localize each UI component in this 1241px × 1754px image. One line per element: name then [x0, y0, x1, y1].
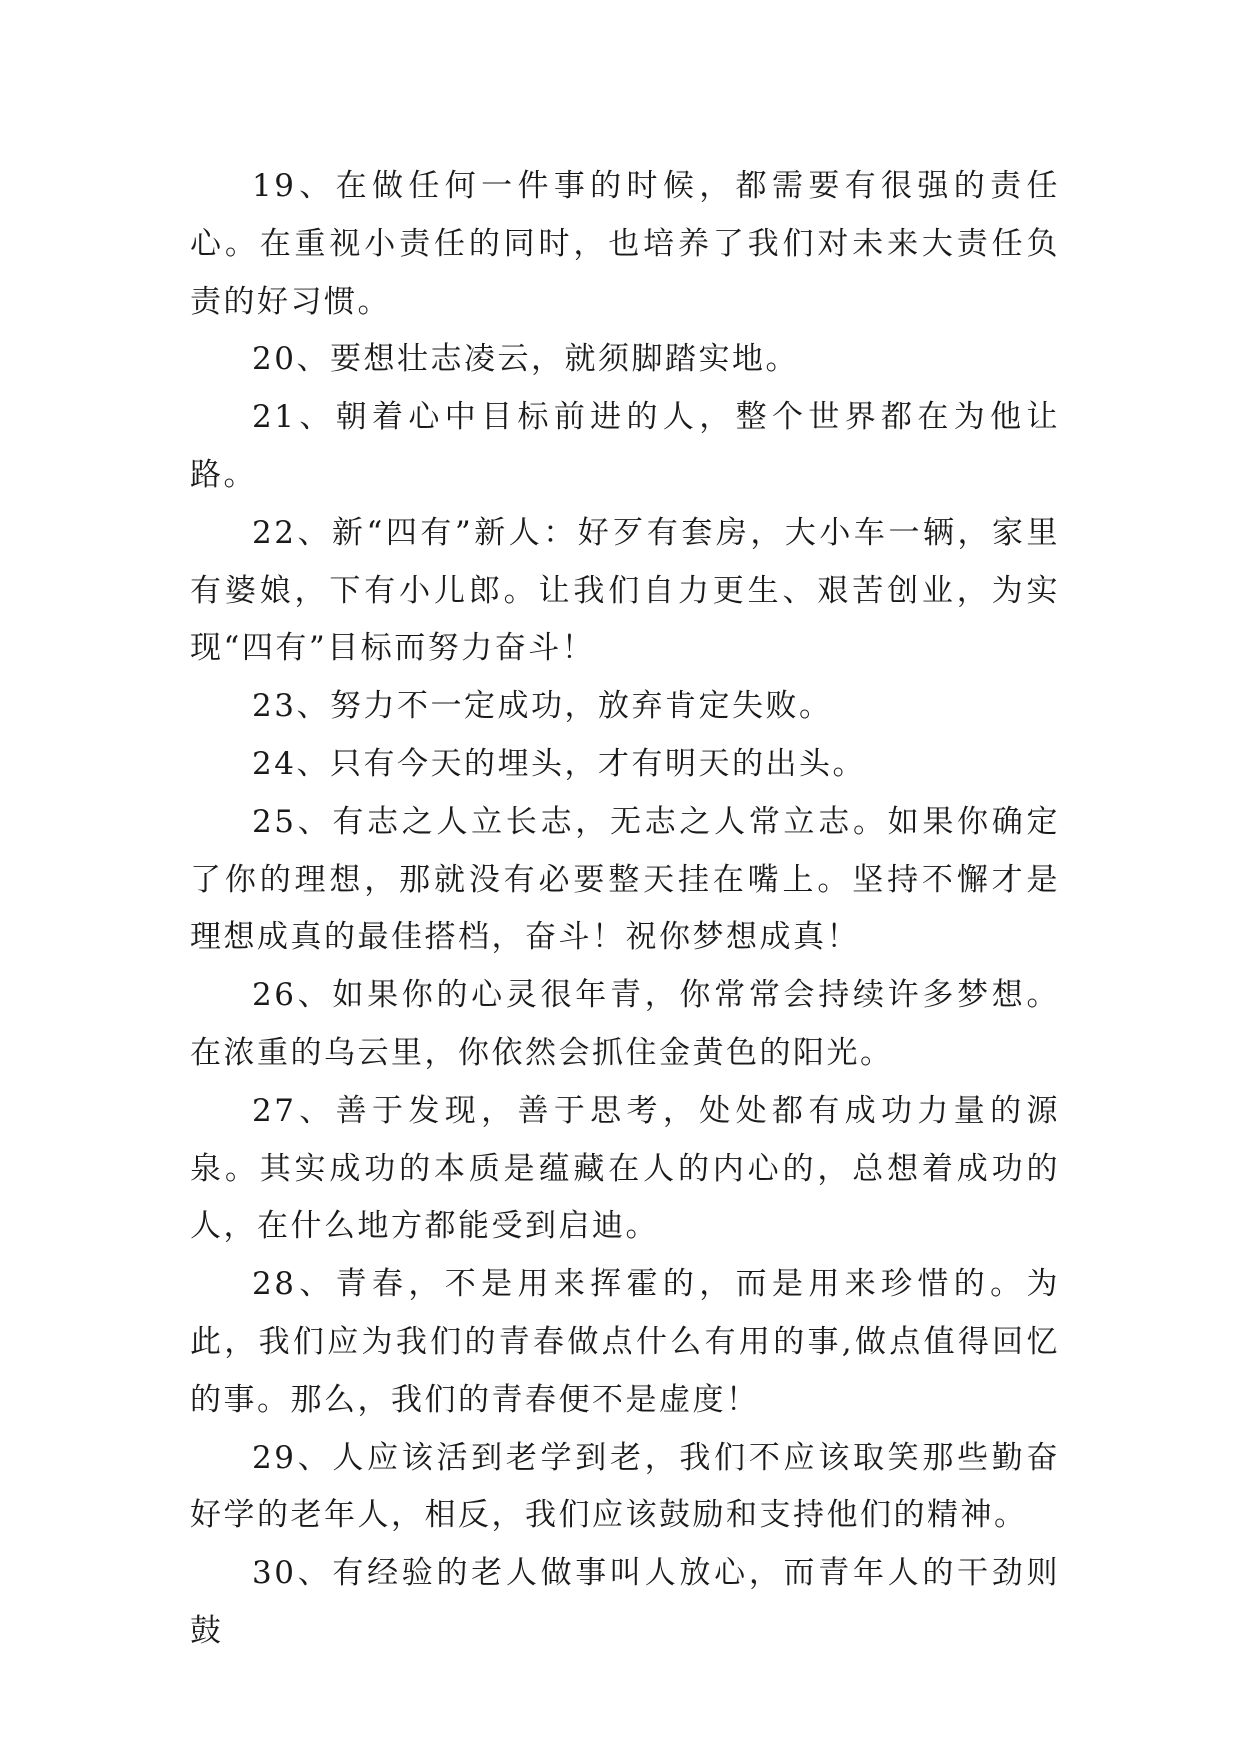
paragraph-19: 19、在做任何一件事的时候，都需要有很强的责任心。在重视小责任的同时，也培养了我们对未来大责任负责的好习惯。 [190, 168, 1060, 320]
paragraph-28: 28、青春，不是用来挥霍的，而是用来珍惜的。为此，我们应为我们的青春做点什么有用的事,做点值得回忆的事。那么，我们的青春便不是虚度！ [190, 1266, 1060, 1418]
paragraph-27: 27、善于发现，善于思考，处处都有成功力量的源泉。其实成功的本质是蕴藏在人的内心的，总想着成功的人，在什么地方都能受到启迪。 [190, 1092, 1060, 1245]
paragraph-22: 22、新“四有”新人：好歹有套房，大小车一辆，家里有婆娘，下有小儿郎。让我们自力更生、艰苦创业，为实现“四有”目标而努力奋斗！ [190, 514, 1060, 667]
paragraph-29: 29、人应该活到老学到老，我们不应该取笑那些勤奋好学的老年人，相反，我们应该鼓励和支持他们的精神。 [190, 1439, 1060, 1534]
paragraph-23: 23、努力不一定成功，放弃肯定失败。 [252, 688, 833, 725]
paragraph-21: 21、朝着心中目标前进的人，整个世界都在为他让路。 [190, 399, 1060, 493]
paragraph-20: 20、要想壮志凌云，就须脚踏实地。 [252, 341, 799, 378]
paragraph-24: 24、只有今天的埋头，才有明天的出头。 [252, 745, 866, 782]
paragraph-30: 30、有经验的老人做事叫人放心，而青年人的干劲则鼓 [190, 1555, 1060, 1649]
paragraph-25: 25、有志之人立长志，无志之人常立志。如果你确定了你的理想，那就没有必要整天挂在嘴上。坚持不懈才是理想成真的最佳搭档，奋斗！祝你梦想成真！ [190, 803, 1060, 956]
document-body [190, 158, 1060, 1661]
paragraph-26: 26、如果你的心灵很年青，你常常会持续许多梦想。在浓重的乌云里，你依然会抓住金黄色的阳光。 [190, 977, 1060, 1071]
